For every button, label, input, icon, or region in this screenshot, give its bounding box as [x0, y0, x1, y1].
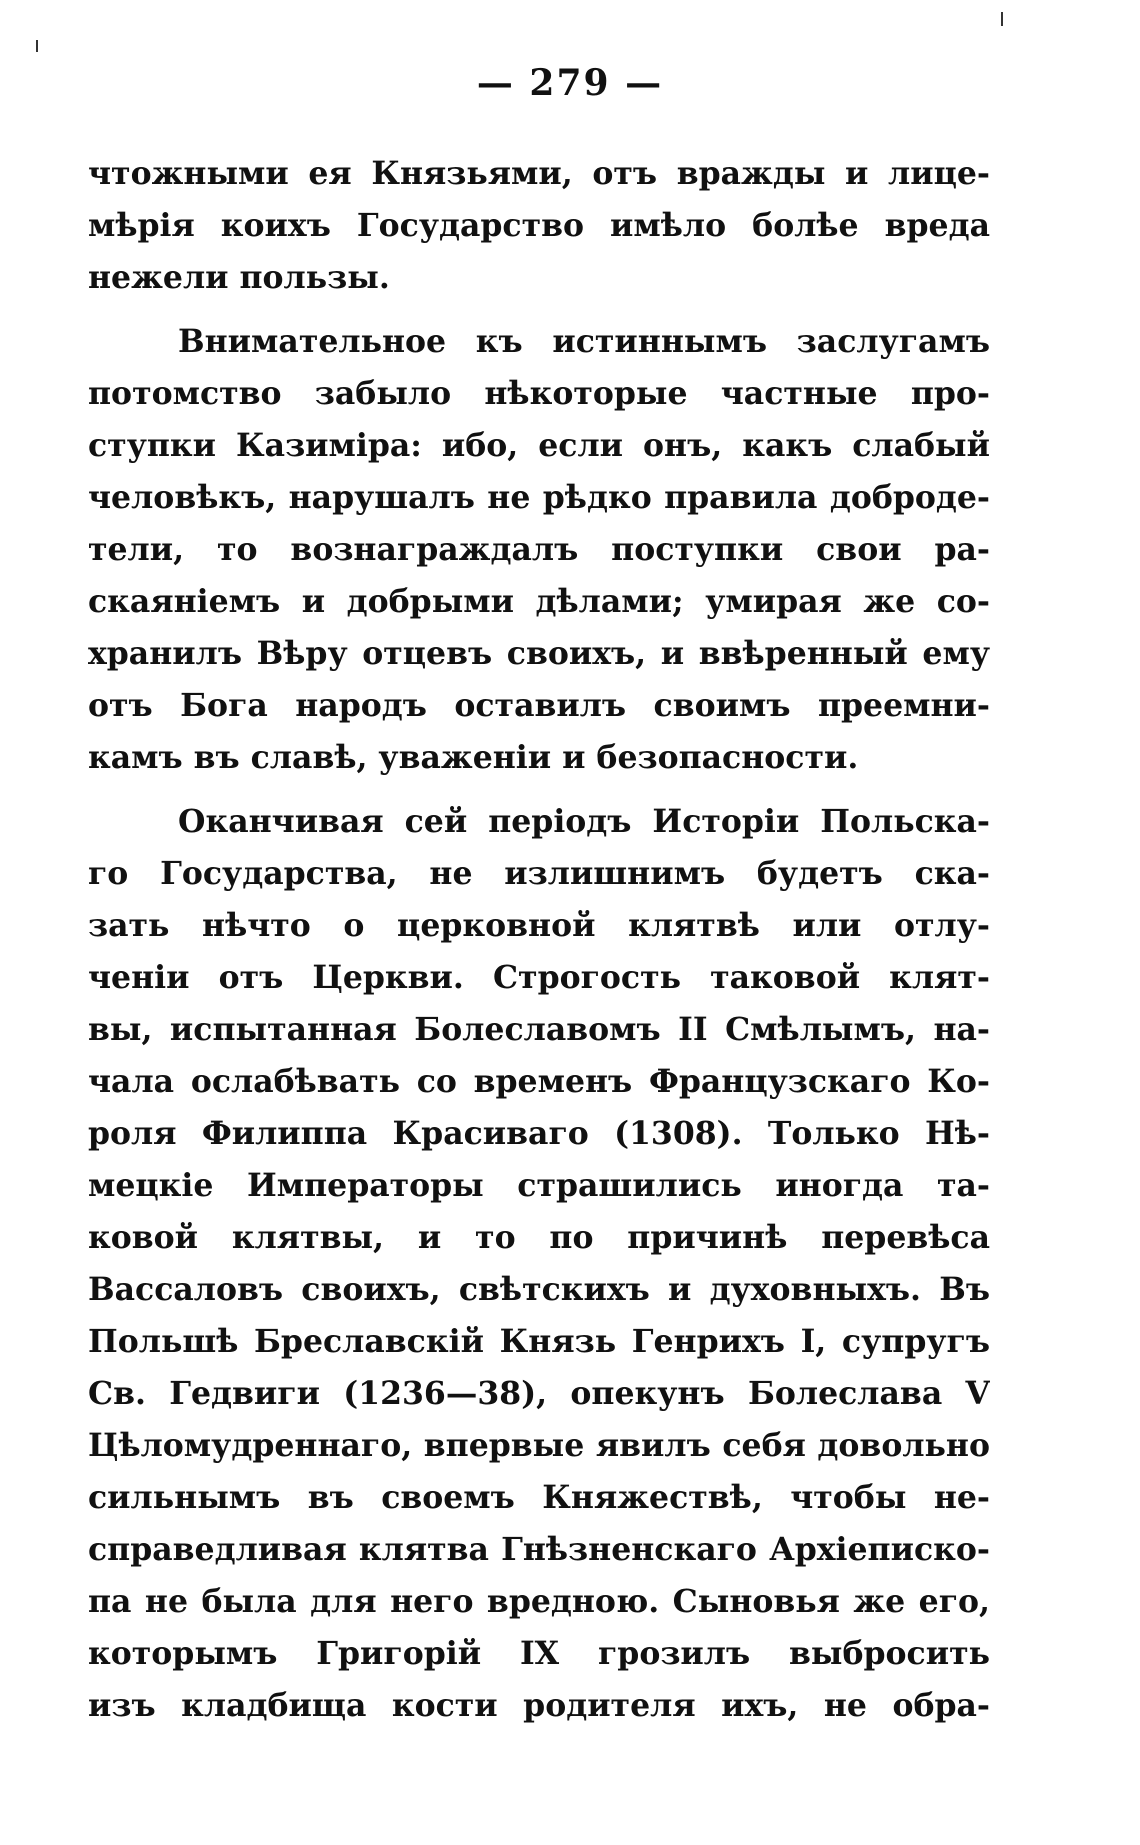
- body-text: [88, 148, 990, 1732]
- text-line: потомство забыло нѣкоторые частные про-: [88, 375, 990, 412]
- text-line: скаяніемъ и добрыми дѣлами; умирая же со-: [88, 583, 990, 620]
- text-line: изъ кладбища кости родителя ихъ, не обра-: [88, 1687, 990, 1724]
- text-line: ковой клятвы, и то по причинѣ перевѣса: [88, 1219, 990, 1256]
- text-line: тели, то вознаграждалъ поступки свои ра-: [88, 531, 990, 568]
- text-line: Польшѣ Бреславскій Князь Генрихъ I, супругъ: [88, 1323, 990, 1360]
- text-line: которымъ Григорій IX грозилъ выбросить: [88, 1635, 990, 1672]
- text-line: ступки Казиміра: ибо, если онъ, какъ слабый: [88, 427, 990, 464]
- text-line: зать нѣчто о церковной клятвѣ или отлу-: [88, 907, 990, 944]
- paragraph: [88, 148, 990, 304]
- text-line: мецкіе Императоры страшились иногда та-: [88, 1167, 990, 1204]
- text-line: Св. Гедвиги (1236—38), опекунъ Болеслава V: [88, 1375, 990, 1412]
- text-line: хранилъ Вѣру отцевъ своихъ, и ввѣренный ему: [88, 635, 990, 672]
- text-line: отъ Бога народъ оставилъ своимъ преемни-: [88, 687, 990, 724]
- scan-mark: [36, 40, 38, 52]
- text-line: роля Филиппа Красиваго (1308). Только Нѣ-: [88, 1115, 990, 1152]
- paragraph: [88, 316, 990, 784]
- text-line: Вассаловъ своихъ, свѣтскихъ и духовныхъ. Въ: [88, 1271, 990, 1308]
- text-line: Оканчивая сей періодъ Исторіи Польска-: [178, 803, 990, 840]
- scan-mark: [1001, 12, 1003, 26]
- paragraph: [88, 796, 990, 1732]
- text-line: па не была для него вредною. Сыновья же его,: [88, 1583, 990, 1620]
- text-line: сильнымъ въ своемъ Княжествѣ, чтобы не-: [88, 1479, 990, 1516]
- text-line: чтожными ея Князьями, отъ вражды и лице-: [88, 155, 990, 192]
- text-line: справедливая клятва Гнѣзненскаго Архіеписко-: [88, 1531, 990, 1568]
- text-line: человѣкъ, нарушалъ не рѣдко правила доброде-: [88, 479, 990, 516]
- text-line: мѣрія коихъ Государство имѣло болѣе вреда: [88, 207, 990, 244]
- text-line: Внимательное къ истиннымъ заслугамъ: [178, 323, 990, 360]
- text-line: Цѣломудреннаго, впервые явилъ себя довольно: [88, 1427, 990, 1464]
- text-line: вы, испытанная Болеславомъ II Смѣлымъ, на-: [88, 1011, 990, 1048]
- page-number-header: — 279 —: [476, 62, 664, 104]
- text-line: чала ослабѣвать со временъ Французскаго Ко-: [88, 1063, 990, 1100]
- text-line: нежели пользы.: [88, 259, 390, 296]
- text-line: камъ въ славѣ, уваженіи и безопасности.: [88, 739, 859, 776]
- text-line: го Государства, не излишнимъ будетъ ска-: [88, 855, 990, 892]
- text-line: ченіи отъ Церкви. Строгость таковой клят-: [88, 959, 990, 996]
